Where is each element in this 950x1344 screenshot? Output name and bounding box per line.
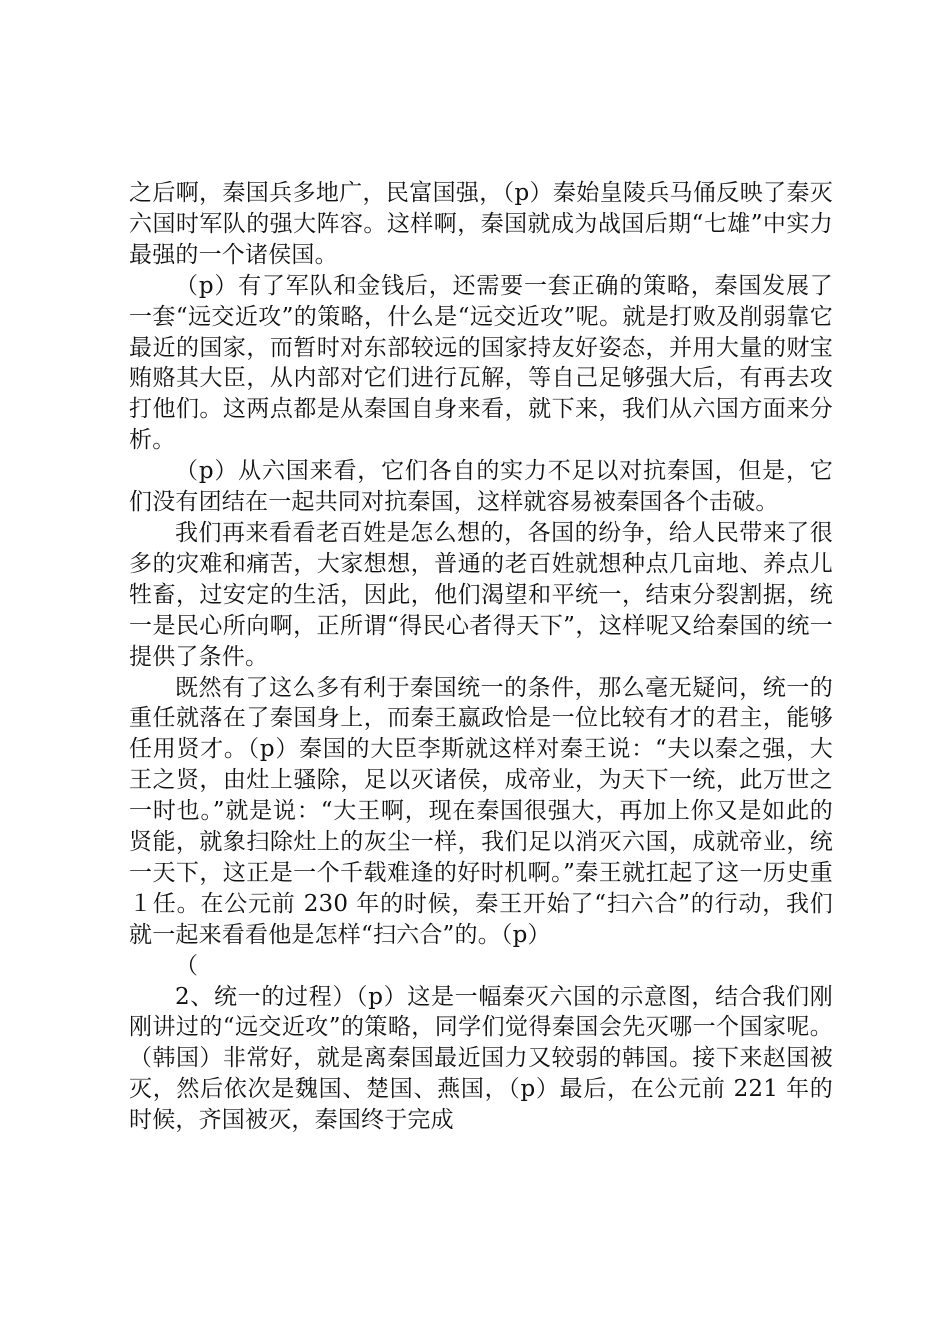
paragraph-6: （ bbox=[175, 952, 199, 979]
paragraph-1: 之后啊，秦国兵多地广，民富国强，（p）秦始皇陵兵马俑反映了秦灭六国时军队的强大阵容。这样啊，秦国就成为战国后期“七雄”中实力最强的一个诸侯国。 bbox=[129, 180, 833, 268]
paragraph-4: 我们再来看看老百姓是怎么想的，各国的纷争，给人民带来了很多的灾难和痛苦，大家想想，普通的老百姓就想种点几亩地、养点儿牲畜，过安定的生活，因此，他们渴望和平统一，结束分裂割据，统一是民心所向啊，正所谓“得民心者得天下”，这样呢又给秦国的统一提供了条件。 bbox=[129, 519, 833, 670]
paragraph-2: （p）有了军队和金钱后，还需要一套正确的策略，秦国发展了一套“远交近攻”的策略，什么是“远交近攻”呢。就是打败及削弱靠它最近的国家，而暂时对东部较远的国家持友好姿态，并用大量的财宝贿赂其大臣，从内部对它们进行瓦解，等自己足够强大后，有再去攻打他们。这两点都是从秦国自身来看，就下来，我们从六国方面来分析。 bbox=[129, 272, 833, 454]
paragraph-7: 2、统一的过程）（p）这是一幅秦灭六国的示意图，结合我们刚刚讲过的“远交近攻”的策略，同学们觉得秦国会先灭哪一个国家呢。（韩国）非常好，就是离秦国最近国力又较弱的韩国。接下来赵国被灭，然后依次是魏国、楚国、燕国，（p）最后，在公元前 221 年的时候，齐国被灭，秦国终于完成 bbox=[129, 983, 833, 1134]
paragraph-3: （p）从六国来看，它们各自的实力不足以对抗秦国，但是，它们没有团结在一起共同对抗秦国，这样就容易被秦国各个击破。 bbox=[129, 458, 833, 516]
document-body bbox=[129, 178, 833, 1136]
paragraph-5: 既然有了这么多有利于秦国统一的条件，那么毫无疑问，统一的重任就落在了秦国身上，而秦王嬴政恰是一位比较有才的君主，能够任用贤才。（p）秦国的大臣李斯就这样对秦王说：“夫以秦之强，大王之贤，由灶上骚除，足以灭诸侯，成帝业，为天下一统，此万世之一时也。”就是说：“大王啊，现在秦国很强大，再加上你又是如此的贤能，就象扫除灶上的灰尘一样，我们足以消灭六国，成就帝业，统一天下，这正是一个千载难逢的好时机啊。”秦王就扛起了这一历史重１任。在公元前 230 年的时候，秦王开始了“扫六合”的行动，我们就一起来看看他是怎样“扫六合”的。（p） bbox=[129, 674, 833, 948]
